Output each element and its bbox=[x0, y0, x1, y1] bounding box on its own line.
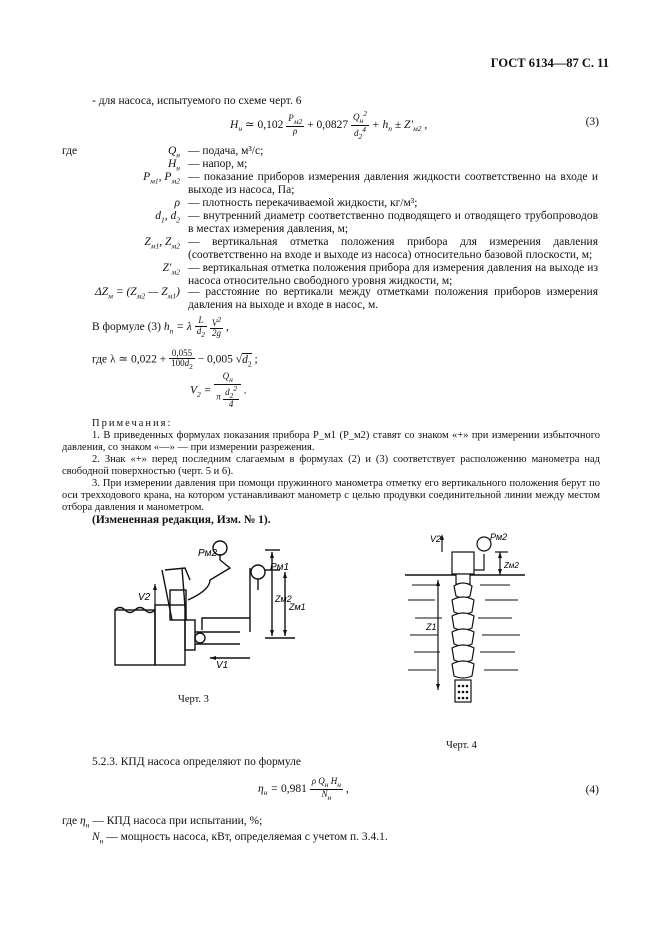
fig4-label-zm2: Zм2 bbox=[504, 561, 519, 570]
fig3-label-pm2: Pм2 bbox=[198, 548, 218, 559]
fig4-label-pm2: Pм2 bbox=[490, 532, 508, 542]
fig4-label-z1: Z1 bbox=[426, 622, 437, 632]
figure-3-drawing bbox=[110, 540, 330, 670]
amendment-note: (Измененная редакция, Изм. № 1). bbox=[92, 514, 271, 526]
fig3-label-zm1: Zм1 bbox=[289, 602, 306, 612]
formula-lambda: где λ ≃ 0,022 + $\frac{0,055}{100d_2}$ − 0,005 $√d_2$ ; bbox=[92, 348, 258, 372]
intro-line: - для насоса, испытуемого по схеме черт. 6 bbox=[92, 95, 302, 107]
equation-3-number: (3) bbox=[585, 116, 599, 128]
note-3: 3. При измерении давления при помощи пружинного манометра отметку его вертикального положения берут по оси трехходового крана, на котором устанавливают манометр с целью продувки соединительной линии между местом отбора давления и манометром. bbox=[62, 478, 600, 513]
formula-v2: $V_2$ = $Q_н$ π $\frac{d_2^2}{4}$ . bbox=[190, 371, 247, 410]
figure-4-drawing bbox=[400, 530, 530, 735]
formula-hn: В формуле (3) $h_п = \lambda$ $\frac{L}{d_2}$ $\frac{V^2}{2g}$ , bbox=[92, 315, 229, 339]
notes-title: Примечания: bbox=[92, 418, 173, 429]
tail-line-1: где $\eta_н$ — КПД насоса при испытании, %; bbox=[62, 815, 263, 830]
note-1: 1. В приведенных формулах показания прибора P_м1 (P_м2) ставят со знаком «+» при измерении избыточного давления, со знаком «—» — при измерении разрежения. bbox=[62, 430, 600, 453]
tail-line-2: $N_н$ — мощность насоса, кВт, определяемая с учетом п. 3.4.1. bbox=[92, 831, 388, 846]
equation-4: $\eta_н = 0,981$ $\frac{\rho Q_н H_н}{N_н}$ , bbox=[258, 776, 349, 802]
fig3-label-zm2: Zм2 bbox=[275, 594, 292, 604]
fig4-label-v2: V2 bbox=[430, 534, 442, 544]
fig3-label-v1: V1 bbox=[216, 660, 229, 670]
section-5-2-3: 5.2.3. КПД насоса определяют по формуле bbox=[92, 756, 301, 768]
equation-4-number: (4) bbox=[585, 784, 599, 796]
note-2: 2. Знак «+» перед последним слагаемым в формулах (2) и (3) соответствует расположению манометра над свободной поверхностью (черт. 5 и 6). bbox=[62, 454, 600, 477]
figure-3-caption: Черт. 3 bbox=[178, 694, 209, 705]
fig3-label-pm1: Pм1 bbox=[270, 562, 290, 573]
where-label: где bbox=[62, 145, 78, 157]
fig3-label-v2: V2 bbox=[138, 592, 151, 603]
page-header: ГОСТ 6134—87 С. 11 bbox=[490, 56, 609, 70]
equation-3: $H_н$ ≃ 0,102 $\frac{P_{м2}}{\rho}$ + 0,0827 $\frac{Q_н^2}{d_2^4}$ + $h_п \pm Z'_{м2}$ , bbox=[230, 109, 428, 141]
figure-4-caption: Черт. 4 bbox=[446, 740, 477, 751]
